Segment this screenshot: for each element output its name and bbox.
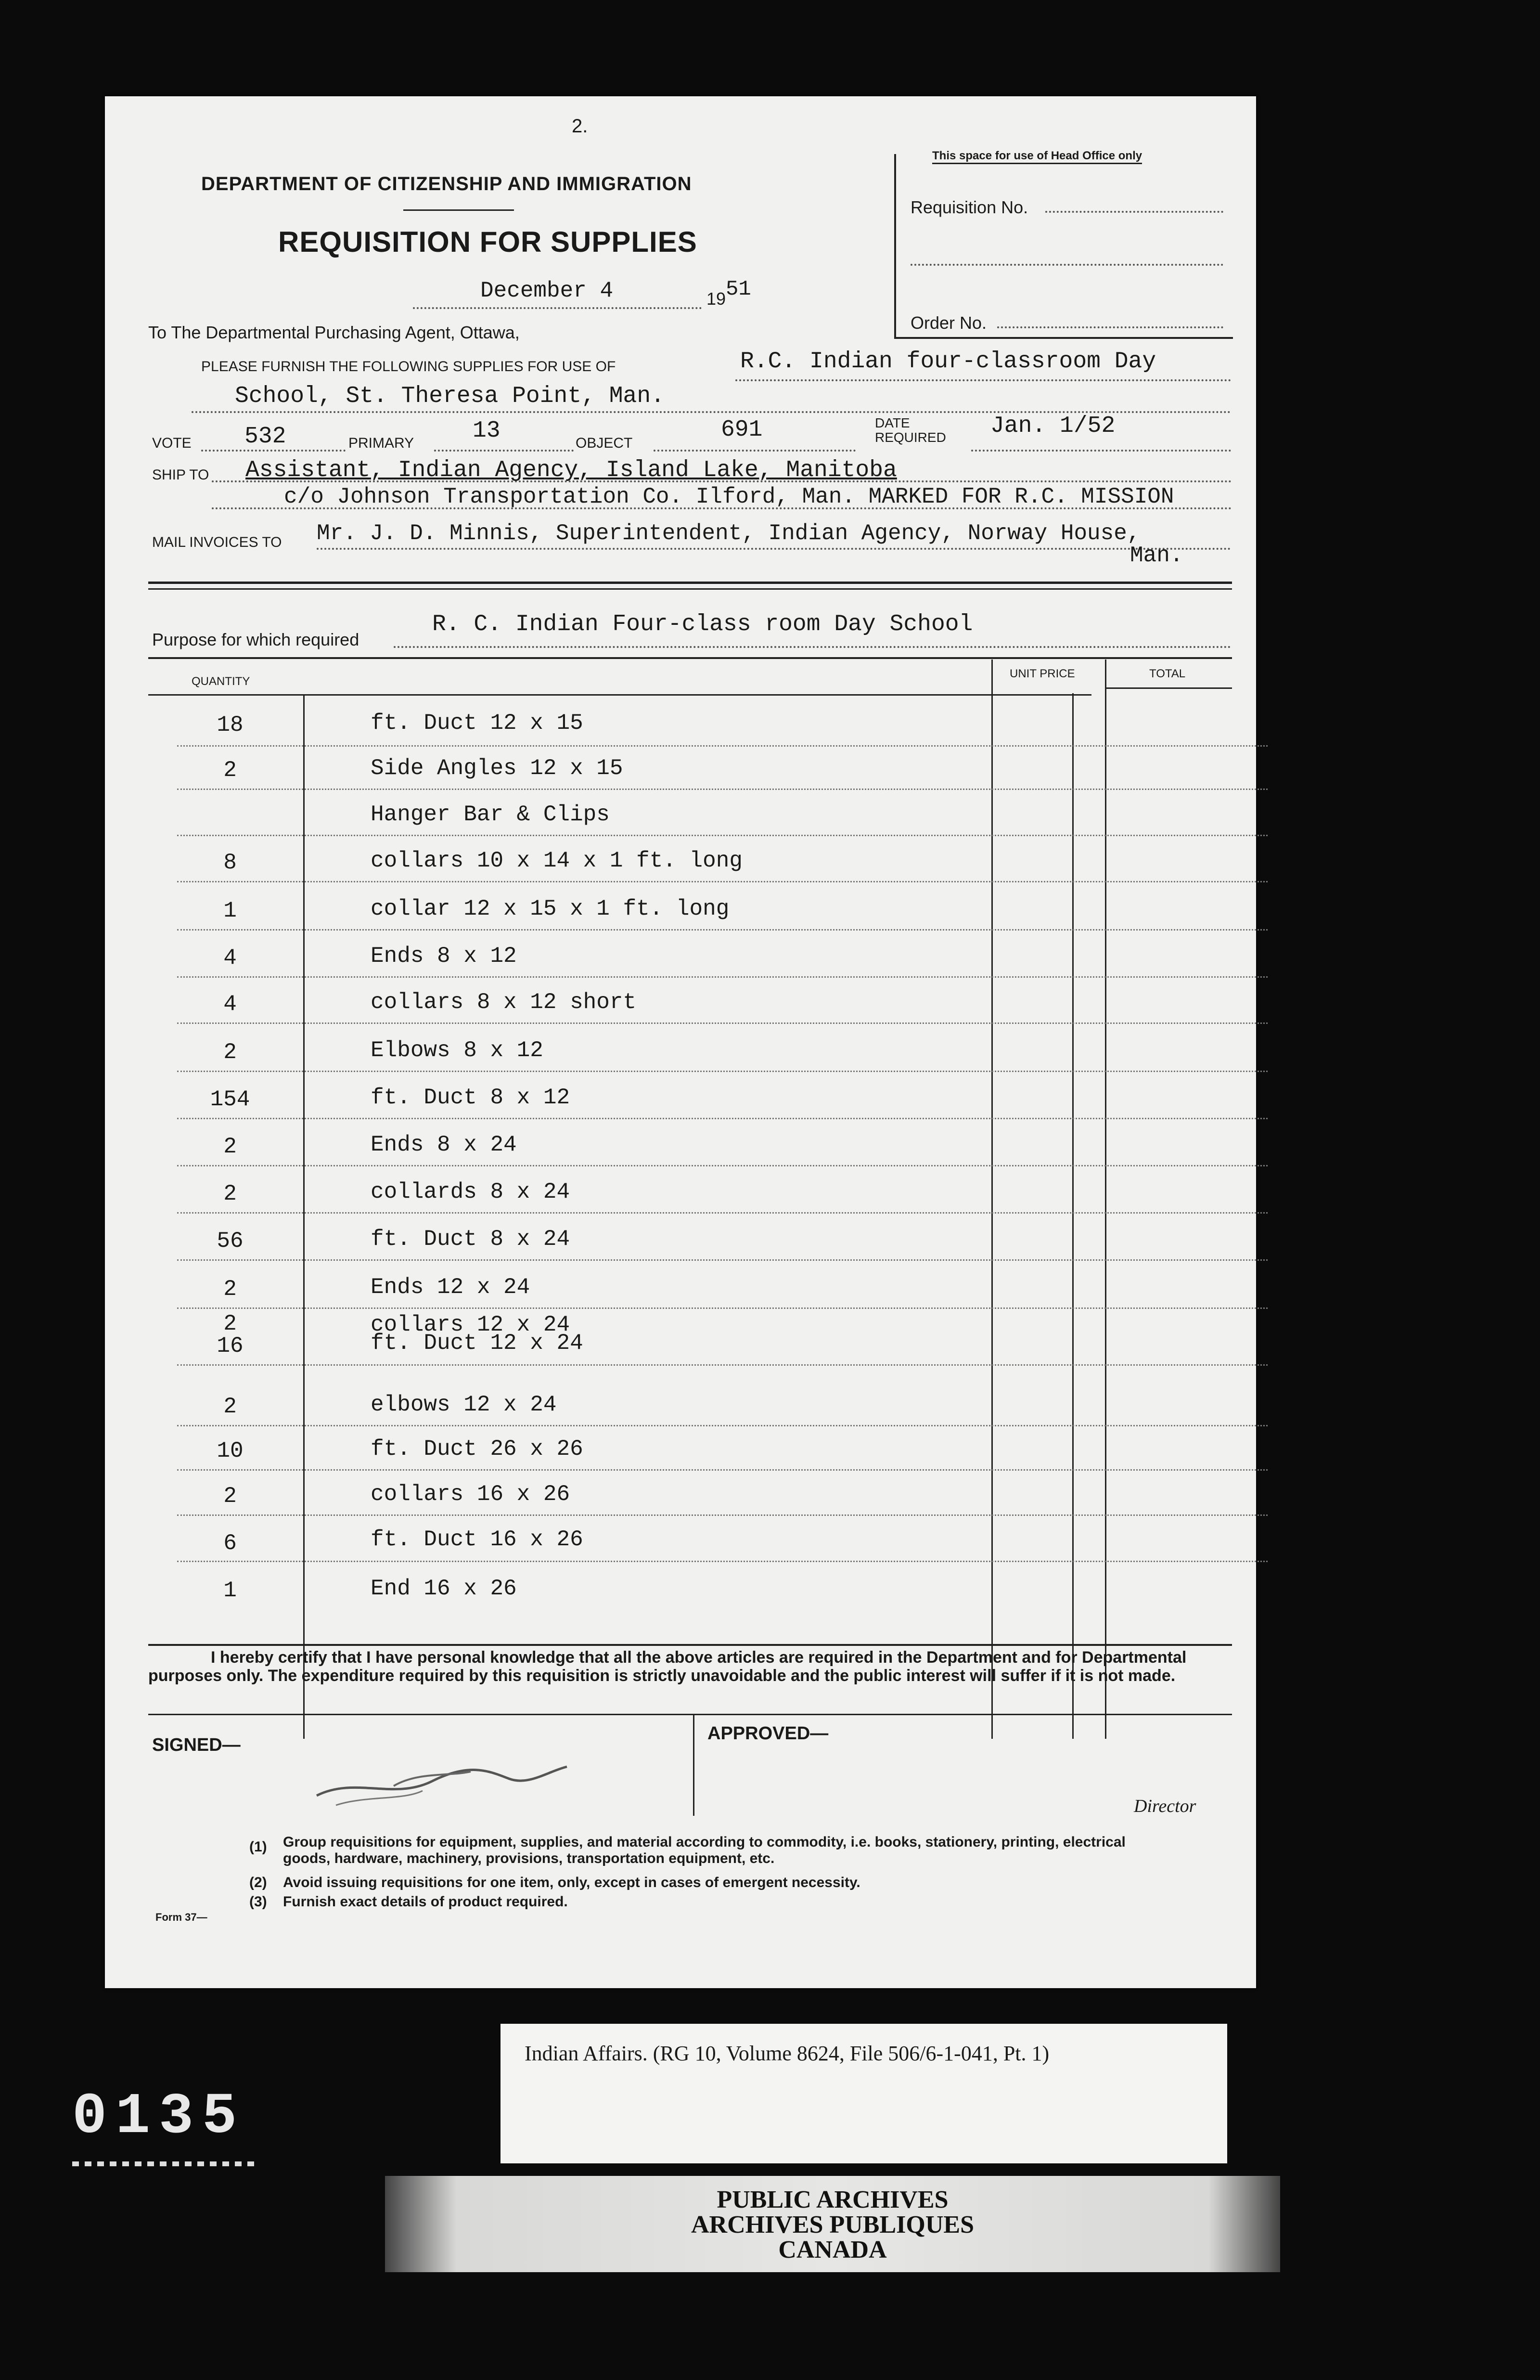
item-quantity: 2 [223,758,237,783]
unit-price-header: UNIT PRICE [1010,667,1075,680]
item-description: Ends 8 x 12 [371,944,517,969]
date-year-prefix: 19 [706,289,726,309]
head-office-heading: This space for use of Head Office only [932,149,1142,164]
item-description: Elbows 8 x 12 [371,1038,543,1063]
notes-list [249,1834,1164,1913]
purpose-field [394,611,1231,648]
item-description: Ends 12 x 24 [371,1275,530,1300]
table-top-rule [148,657,1232,659]
primary-label: PRIMARY [348,435,414,451]
item-quantity: 2 [223,1484,237,1509]
signature-scribble [307,1743,577,1815]
item-description: ft. Duct 16 x 26 [371,1527,583,1552]
primary-field [434,418,574,452]
item-quantity: 2 [223,1040,237,1065]
row-rule [177,1364,1268,1366]
item-quantity: 2 [223,1134,237,1159]
frame-number: 0135 [72,2084,246,2150]
item-description: elbows 12 x 24 [371,1392,557,1417]
row-rule [177,1469,1268,1471]
mail-invoices-line2: Man. [1130,543,1183,568]
item-quantity: 56 [217,1229,244,1254]
item-quantity: 2 [223,1394,237,1419]
ship-to-line1: Assistant, Indian Agency, Island Lake, Manitoba [245,457,897,483]
item-quantity: 154 [210,1087,250,1112]
requisition-extra-line [911,264,1223,266]
note-item [249,1894,1164,1913]
archives-stamp-line1: PUBLIC ARCHIVES [717,2186,949,2213]
row-rule [177,1514,1268,1516]
row-rule [177,1561,1268,1562]
ship-to-field-1 [212,457,1232,482]
archives-stamp-line3: CANADA [778,2236,887,2264]
date-required-label-1: DATE [875,415,910,430]
requisition-number-field[interactable] [1045,211,1223,213]
quantity-header: QUANTITY [192,675,250,688]
date-required-label-2: REQUIRED [875,430,946,445]
order-number-field[interactable] [997,326,1223,328]
form-number: Form 37— [155,1911,207,1923]
head-office-box [894,149,1233,339]
row-rule [177,1165,1268,1166]
note-number: (2) [249,1875,267,1890]
item-quantity: 2 [223,1311,237,1336]
row-rule [177,1307,1268,1309]
item-description: ft. Duct 8 x 24 [371,1227,570,1252]
mail-invoices-field [317,521,1231,568]
section-rule-top [148,582,1232,584]
item-description: Ends 8 x 24 [371,1132,517,1157]
object-field [654,417,856,452]
date-field [413,278,702,309]
signature-divider [693,1715,694,1816]
item-description: collards 8 x 24 [371,1179,570,1204]
item-quantity: 1 [223,1578,237,1603]
item-description: Side Angles 12 x 15 [371,756,623,781]
ship-to-line2: c/o Johnson Transportation Co. Ilford, Man. MARKED FOR R.C. MISSION [284,484,1174,509]
vote-value: 532 [244,424,286,450]
furnish-value-line2: School, St. Theresa Point, Man. [235,383,665,409]
archives-stamp-line2: ARCHIVES PUBLIQUES [691,2211,975,2238]
department-name: DEPARTMENT OF CITIZENSHIP AND IMMIGRATION [201,173,692,194]
order-number-label: Order No. [911,313,987,333]
item-quantity: 8 [223,850,237,875]
date-year-suffix: 51 [726,277,751,301]
certification-text: I hereby certify that I have personal knowledge that all the above articles are required in the Department and for Departmental purposes only. The expenditure required by this requisition is strictly unavoidable and the public interest will suffer if it is not made. [148,1648,1187,1685]
purpose-value: R. C. Indian Four-class room Day School [432,611,973,637]
header-rule-right [1106,687,1232,689]
archive-reference: Indian Affairs. (RG 10, Volume 8624, File 506/6-1-041, Pt. 1) [525,2042,1050,2065]
furnish-label: PLEASE FURNISH THE FOLLOWING SUPPLIES FOR USE OF [201,359,616,375]
mail-invoices-label: MAIL INVOICES TO [152,534,282,550]
note-number: (1) [249,1839,267,1855]
item-quantity: 10 [217,1438,244,1463]
note-text: Avoid issuing requisitions for one item, only, except in cases of emergent necessity. [283,1875,860,1890]
date-required-field [971,413,1231,452]
item-quantity: 18 [217,712,244,737]
archives-stamp [385,2187,1280,2263]
signature-rule [148,1714,1232,1715]
requisition-number-label: Requisition No. [911,197,1028,217]
row-rule [177,1425,1268,1426]
object-label: OBJECT [576,435,633,451]
primary-value: 13 [473,418,500,444]
archives-stamp-bar [385,2176,1280,2272]
row-rule [177,789,1268,790]
approved-label: APPROVED— [707,1723,829,1744]
note-number: (3) [249,1894,267,1910]
total-header: TOTAL [1149,667,1186,680]
ship-to-field-2 [212,484,1232,509]
date-required-value: Jan. 1/52 [990,413,1116,439]
furnish-value-line1: R.C. Indian four-classroom Day [740,349,1156,375]
date-required-label [875,416,946,445]
purpose-label: Purpose for which required [152,630,359,649]
item-quantity: 4 [223,992,237,1017]
row-rule [177,1212,1268,1214]
film-perforation [72,2161,255,2166]
item-quantity: 4 [223,945,237,970]
row-rule [177,881,1268,882]
note-text: Furnish exact details of product required. [283,1894,568,1910]
item-description: End 16 x 26 [371,1576,517,1601]
section-rule-bottom [148,588,1232,590]
addressee-line: To The Departmental Purchasing Agent, Ottawa, [148,323,520,342]
item-description: ft. Duct 12 x 15 [371,711,583,736]
row-rule [177,929,1268,931]
director-label: Director [1134,1796,1196,1816]
divider [403,209,514,211]
row-rule [177,1118,1268,1119]
note-text: Group requisitions for equipment, supplies, and material according to commodity, i.e. books, stationery, printing, electrical goods, hardware, machinery, provisions, transportation equipment, etc. [283,1834,1126,1866]
item-quantity: 1 [223,898,237,923]
row-rule [177,1071,1268,1072]
row-rule [177,976,1268,978]
mail-invoices-line1: Mr. J. D. Minnis, Superintendent, Indian Agency, Norway House, [317,521,1141,546]
archive-label-card [500,2024,1227,2163]
item-quantity: 2 [223,1277,237,1302]
vote-label: VOTE [152,435,192,451]
requisition-form [105,96,1256,1988]
page-number: 2. [572,116,588,137]
item-description: ft. Duct 26 x 26 [371,1436,583,1462]
row-rule [177,835,1268,836]
item-quantity: 6 [223,1531,237,1556]
item-description: collars 10 x 14 x 1 ft. long [371,848,743,873]
item-description: collar 12 x 15 x 1 ft. long [371,896,730,921]
vote-field [201,424,346,452]
item-quantity: 2 [223,1181,237,1206]
item-description: ft. Duct 12 x 24 [371,1331,583,1356]
item-description: collars 16 x 26 [371,1482,570,1507]
row-rule [177,1022,1268,1024]
note-item [249,1834,1164,1875]
date-day: December 4 [480,278,614,303]
table-bottom-rule [148,1644,1232,1646]
row-rule [177,745,1268,747]
form-title: REQUISITION FOR SUPPLIES [278,226,697,258]
item-description: collars 12 x 24 [371,1312,570,1337]
note-item [249,1875,1164,1894]
furnish-value-field [735,349,1231,381]
signed-label: SIGNED— [152,1735,241,1755]
row-rule [177,1259,1268,1261]
item-quantity: 16 [217,1333,244,1358]
item-description: ft. Duct 8 x 12 [371,1085,570,1110]
furnish-value-field-2 [192,384,1231,413]
item-description: Hanger Bar & Clips [371,802,610,827]
item-description: collars 8 x 12 short [371,990,637,1015]
ship-to-label: SHIP TO [152,467,209,483]
object-value: 691 [721,417,763,443]
